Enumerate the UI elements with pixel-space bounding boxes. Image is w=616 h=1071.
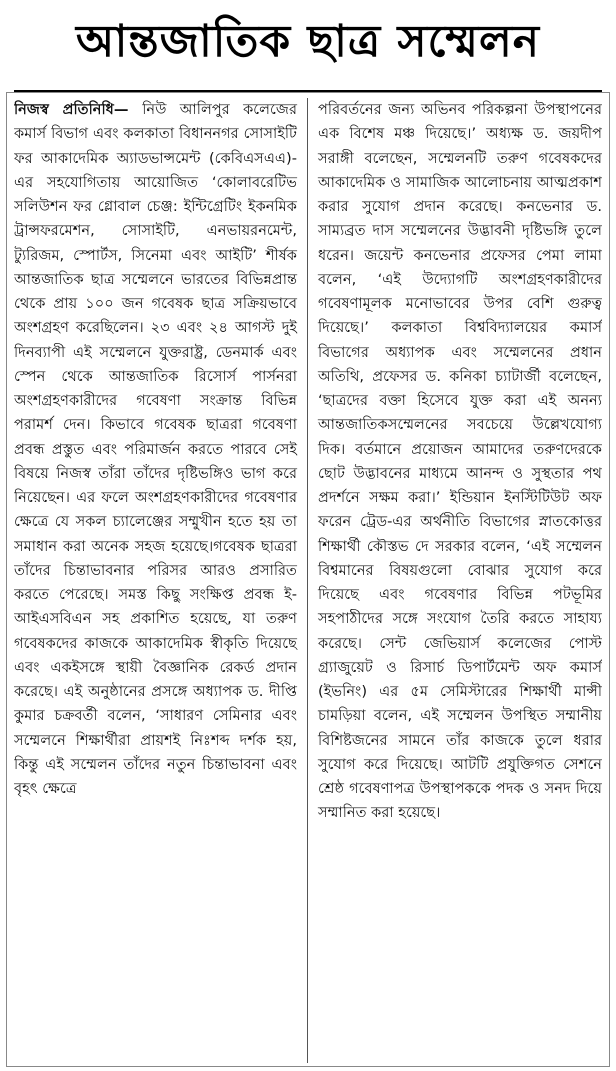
article-column-left <box>14 98 308 1063</box>
headline: আন্তজাতিক ছাত্র সম্মেলন <box>75 15 540 67</box>
article-text-right: পরিবর্তনের জন্য অভিনব পরিকল্পনা উপস্থাপনের এক বিশেষ মঞ্চ দিয়েছে।’ অধ্যক্ষ ড. জয়দীপ সরাঙ্গী বলেছেন, সম্মেলনটি তরুণ গবেষকদের আকাদেমিক ও সামাজিক আলোচনায় আত্মপ্রকাশ করার সুযোগ প্রদান করেছে। কনভেনার ড. সাম্যব্রত দাস সম্মেলনের উদ্ভাবনী দৃষ্টিভঙ্গি তুলে ধরেন। জয়েন্ট কনভেনার প্রফেসর পেমা লামা বলেন, ‘এই উদ্যোগটি অংশগ্রহণকারীদের গবেষণামূলক মনোভাবের উপর বেশি গুরুত্ব দিয়েছে।’ কলকাতা বিশ্ববিদ্যালয়ের কমার্স বিভাগের অধ্যাপক এবং সম্মেলনের প্রধান অতিথি, প্রফেসর ড. কনিকা চ্যাটার্জী বলেছেন, ‘ছাত্রদের বক্তা হিসেবে যুক্ত করা এই অনন্য আন্তজাতিকসম্মেলনের সবচেয়ে উল্লেখযোগ্য দিক। বর্তমানে প্রয়োজন আমাদের তরুণদেরকে ছোট উদ্ভাবনের মাধ্যমে আনন্দ ও সুস্থতার পথ প্রদর্শনে সক্ষম করা।’ ইন্ডিয়ান ইনস্টিটিউট অফ ফরেন ট্রেড-এর অর্থনীতি বিভাগের স্নাতকোত্তর শিক্ষার্থী কৌস্তভ দে সরকার বলেন, ‘এই সম্মেলন বিশ্বমানের বিষয়গুলো বোঝার সুযোগ করে দিয়েছে এবং গবেষণার বিভিন্ন পটভূমির সহপাঠীদের সঙ্গে সংযোগ তৈরি করতে সাহায্য করেছে। সেন্ট জেভিয়ার্স কলেজের পোস্ট গ্র্যাজুয়েট ও রিসার্চ ডিপার্টমেন্ট অফ কমার্স (ইভনিং) এর ৫ম সেমিস্টারের শিক্ষার্থী মান্সী চামড়িয়া বলেন, এই সম্মেলন উপস্থিত সম্মানীয় বিশিষ্টজনের সামনে তাঁর কাজকে তুলে ধরার সুযোগ করে দিয়েছে। আটটি প্রযুক্তিগত সেশনে শ্রেষ্ঠ গবেষণাপত্র উপস্থাপককে পদক ও সনদ দিয়ে সম্মানিত করা হয়েছে। <box>318 101 602 822</box>
byline: নিজস্ব প্রতিনিধি— <box>14 101 143 118</box>
headline-rule <box>14 90 602 92</box>
article-body <box>14 98 602 1063</box>
article-text-left: নিউ আলিপুর কলেজের কমার্স বিভাগ এবং কলকাতা বিধাননগর সোসাইটি ফর আকাদেমিক অ্যাডভান্সমেন্ট (কেবিএসএএ)-এর সহযোগিতায় আয়োজিত ‘কোলাবরেটিভ সলিউশন ফর গ্লোবাল চেঞ্জ: ইন্টিগ্রেটিং ইকনমিক ট্রান্সফরমেশন, সোসাইটি, এনভায়রনমেন্ট, ট্যুরিজম, স্পোর্টস, সিনেমা এবং আইটি’ শীর্ষক আন্তজাতিক ছাত্র সম্মেলনে ভারতের বিভিন্নপ্রান্ত থেকে প্রায় ১০০ জন গবেষক ছাত্র সক্রিয়ভাবে অংশগ্রহণ করেছিলেন। ২৩ এবং ২৪ আগস্ট দুই দিনব্যাপী এই সম্মেলনে যুক্তরাষ্ট্র, ডেনমার্ক এবং স্পেন থেকে আন্তজাতিক রিসোর্স পার্সনরা অংশগ্রহণকারীদের গবেষণা সংক্রান্ত বিভিন্ন পরামর্শ দেন। কিভাবে গবেষক ছাত্ররা গবেষণা প্রবন্ধ প্রস্তুত এবং পরিমার্জন করতে পারবে সেই বিষয়ে নিজস্ব তাঁরা তাঁদের দৃষ্টিভঙ্গিও ভাগ করে নিয়েছেন। এর ফলে অংশগ্রহণকারীদের গবেষণার ক্ষেত্রে যে সকল চ্যালেঞ্জের সম্মুখীন হতে হয় তা সমাধান করা অনেক সহজ হয়েছে।গবেষক ছাত্ররা তাঁদের চিন্তাভাবনার পরিসর আরও প্রসারিত করতে পেরেছে। সমস্ত কিছু সংক্ষিপ্ত প্রবন্ধ ই-আইএসবিএন সহ প্রকাশিত হয়েছে, যা তরুণ গবেষকদের কাজকে আকাদেমিক স্বীকৃতি দিয়েছে এবং একইসঙ্গে স্থায়ী বৈজ্ঞানিক রেকর্ড প্রদান করেছে। এই অনুষ্ঠানের প্রসঙ্গে অধ্যাপক ড. দীপ্তি কুমার চক্রবর্তী বলেন, ‘সাধারণ সেমিনার এবং সম্মেলনে শিক্ষার্থীরা প্রায়শই নিঃশব্দ দর্শক হয়, কিন্তু এই সম্মেলন তাঁদের নতুন চিন্তাভাবনা এবং বৃহৎ ক্ষেত্রে <box>14 101 297 797</box>
article-column-right <box>308 98 602 1063</box>
